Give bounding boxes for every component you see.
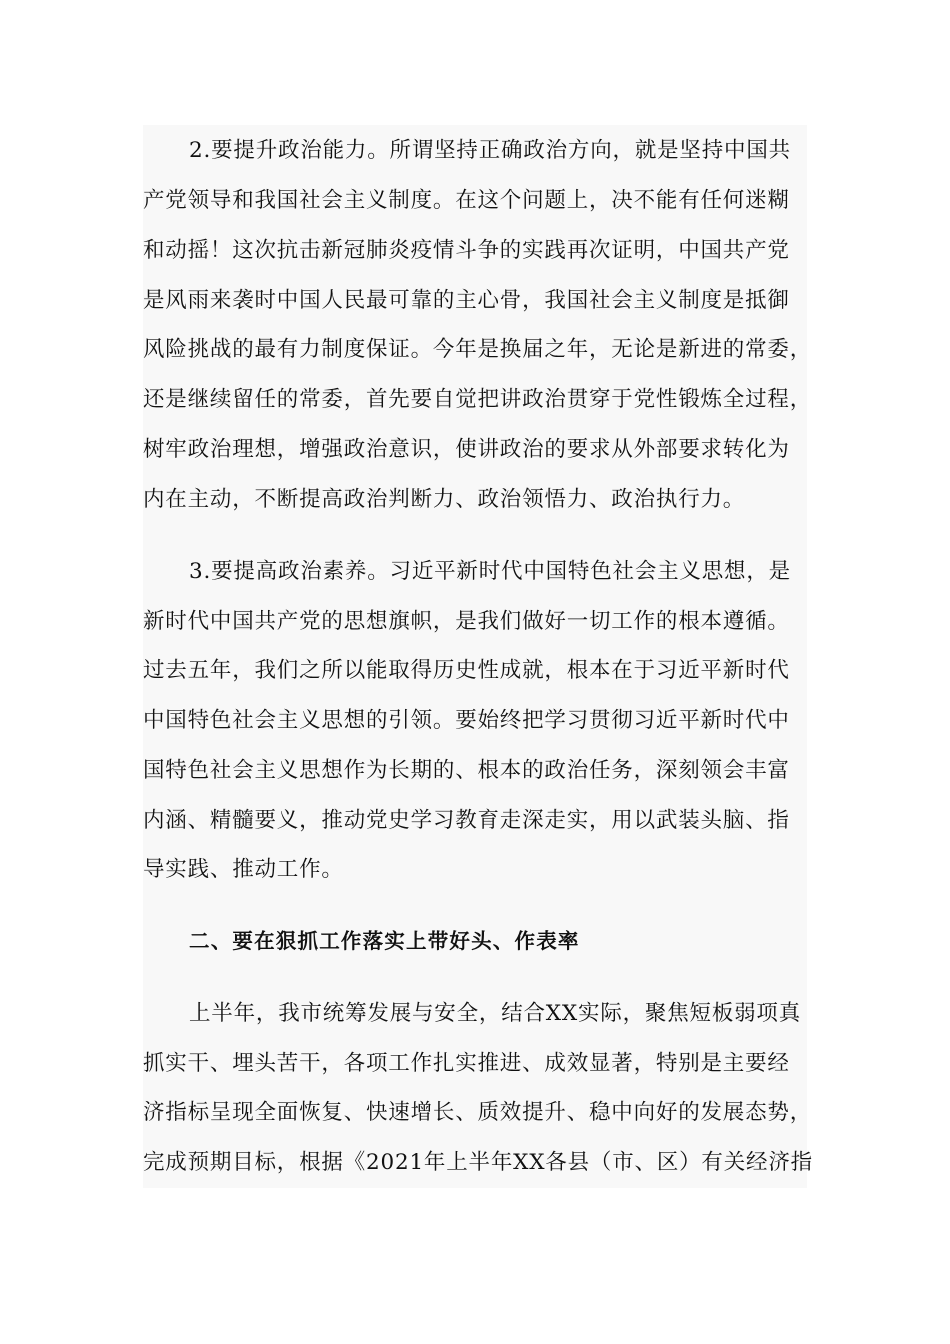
- paragraph-line: 内在主动，不断提高政治判断力、政治领悟力、政治执行力。: [143, 487, 746, 512]
- paragraph-line: 树牢政治理想，增强政治意识，使讲政治的要求从外部要求转化为: [143, 437, 790, 462]
- paragraph-line: 国特色社会主义思想作为长期的、根本的政治任务，深刻领会丰富: [143, 758, 790, 783]
- paragraph-line: 抓实干、埋头苦干，各项工作扎实推进、成效显著，特别是主要经: [143, 1051, 790, 1076]
- paragraph-line: 是风雨来袭时中国人民最可靠的主心骨，我国社会主义制度是抵御: [143, 288, 790, 313]
- section-heading: 二、要在狠抓工作落实上带好头、作表率: [189, 929, 580, 953]
- paragraph-line: 中国特色社会主义思想的引领。要始终把学习贯彻习近平新时代中: [143, 708, 790, 733]
- paragraph-line: 完成预期目标，根据《2021年上半年XX各县（市、区）有关经济指: [143, 1150, 813, 1175]
- paragraph-line: 导实践、推动工作。: [143, 857, 344, 882]
- paragraph-line: 2.要提升政治能力。所谓坚持正确政治方向，就是坚持中国共: [189, 138, 791, 163]
- paragraph-line: 内涵、精髓要义，推动党史学习教育走深走实，用以武装头脑、指: [143, 808, 790, 833]
- paragraph-line: 3.要提高政治素养。习近平新时代中国特色社会主义思想，是: [189, 559, 791, 584]
- paragraph-line: 和动摇！这次抗击新冠肺炎疫情斗争的实践再次证明，中国共产党: [143, 238, 790, 263]
- paragraph-line: 上半年，我市统筹发展与安全，结合XX实际，聚焦短板弱项真: [189, 1001, 802, 1026]
- paragraph-line: 新时代中国共产党的思想旗帜，是我们做好一切工作的根本遵循。: [143, 609, 790, 634]
- paragraph-line: 还是继续留任的常委，首先要自觉把讲政治贯穿于党性锻炼全过程，: [143, 387, 813, 412]
- paragraph-line: 风险挑战的最有力制度保证。今年是换届之年，无论是新进的常委，: [143, 337, 813, 362]
- paragraph-line: 过去五年，我们之所以能取得历史性成就，根本在于习近平新时代: [143, 658, 790, 683]
- paragraph-line: 济指标呈现全面恢复、快速增长、质效提升、稳中向好的发展态势，: [143, 1100, 813, 1125]
- paragraph-line: 产党领导和我国社会主义制度。在这个问题上，决不能有任何迷糊: [143, 188, 790, 213]
